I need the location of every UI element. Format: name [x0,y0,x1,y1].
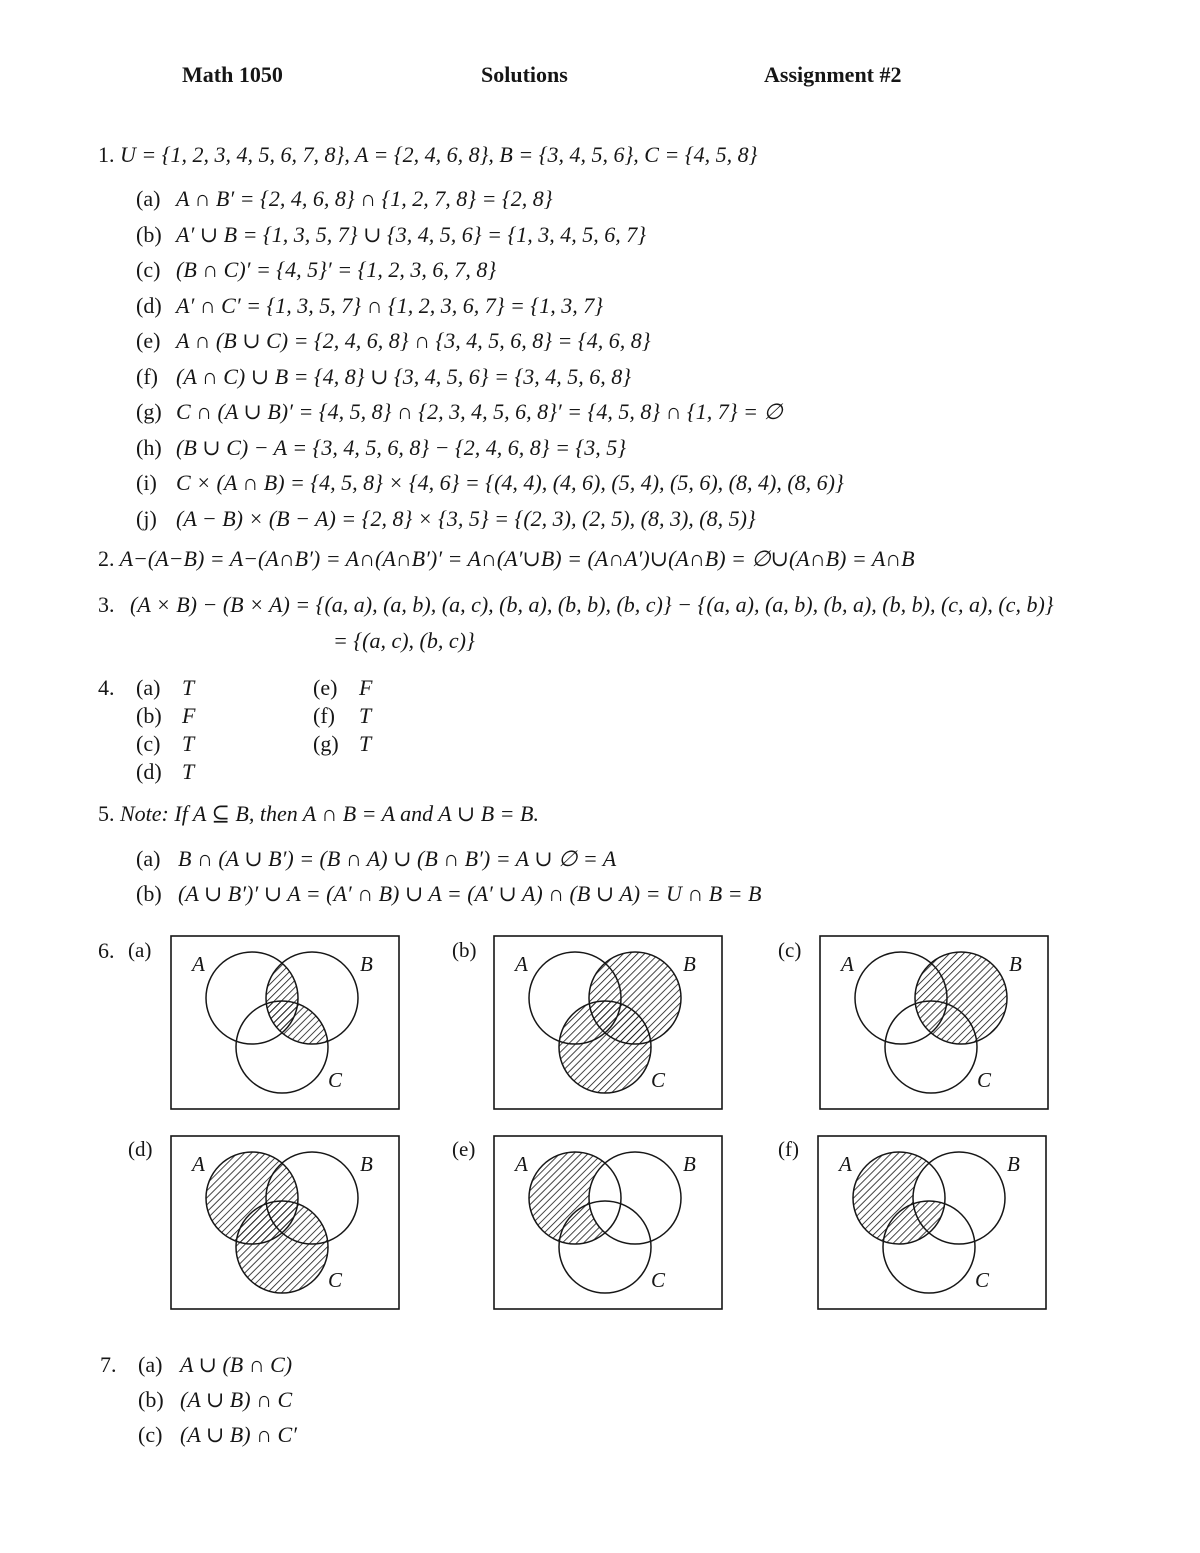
item-text: C ∩ (A ∪ B)′ = {4, 5, 8} ∩ {2, 3, 4, 5, 6, 8}′ = {4, 5, 8} ∩ {1, 7} = ∅ [176,399,783,424]
venn-diagram [170,935,400,1110]
problem-1-sets: U = {1, 2, 3, 4, 5, 6, 7, 8}, A = {2, 4, 6, 8}, B = {3, 4, 5, 6}, C = {4, 5, 8} [120,142,758,167]
set-label-b: B [360,1152,373,1176]
item-label: (d) [136,292,162,318]
problem-1-item [136,186,553,212]
answer-label: (b) [136,703,162,728]
course-title: Math 1050 [182,62,283,87]
problem-1-item [136,293,603,319]
problem-1-statement [98,142,757,168]
set-label-a: A [515,1152,528,1176]
answer-value: F [359,675,373,700]
assignment-number: Assignment #2 [764,62,902,87]
set-label-c: C [975,1268,990,1292]
item-text: (A ∪ B′)′ ∪ A = (A′ ∩ B) ∪ A = (A′ ∪ A) ∩ (B ∪ A) = U ∩ B = B [178,881,762,906]
answer-label: (d) [136,759,162,784]
venn-label [778,1137,799,1162]
problem-5-item [136,846,616,872]
item-label: (a) [136,186,161,211]
problem-5-note-text: Note: If A ⊆ B, then A ∩ B = A and A ∪ B = B. [120,801,539,826]
problem-1-item [136,328,651,354]
item-label: (c) [138,1422,163,1447]
answer-label: (f) [313,703,335,728]
problem-1-item [136,222,646,248]
venn-diagram [493,1135,723,1310]
problem-5-number: 5. [98,801,115,826]
venn-part-label: (e) [452,1137,476,1161]
venn-label [452,938,477,963]
answer-item [136,703,195,729]
set-label-a: A [192,952,205,976]
document-kind: Solutions [481,62,568,87]
venn-label [778,938,801,963]
set-label-c: C [651,1268,666,1292]
answer-item [136,731,194,757]
problem-1-item [136,470,844,496]
item-text: C × (A ∩ B) = {4, 5, 8} × {4, 6} = {(4, 4), (4, 6), (5, 4), (5, 6), (8, 4), (8, 6)} [176,470,844,495]
set-label-b: B [1009,952,1022,976]
set-label-b: B [683,1152,696,1176]
item-text: (B ∩ C)′ = {4, 5}′ = {1, 2, 3, 6, 7, 8} [176,257,497,282]
venn-part-label: (a) [128,938,152,962]
answer-label: (c) [136,731,161,756]
item-label: (j) [136,505,157,531]
problem-7-item [138,1387,292,1413]
item-label: (c) [136,257,161,282]
set-label-a: A [515,952,528,976]
answer-value: F [182,703,196,728]
venn-diagram [817,1135,1047,1310]
venn-diagram [819,935,1049,1110]
set-label-a: A [841,952,854,976]
item-label: (e) [136,328,161,353]
problem-5-note [98,801,539,827]
item-label: (h) [136,434,162,460]
problem-2-text: A−(A−B) = A−(A∩B′) = A∩(A∩B′)′ = A∩(A′∪B) = (A∩A′)∪(A∩B) = ∅∪(A∩B) = A∩B [119,546,915,571]
answer-item [313,703,371,729]
problem-3-number: 3. [98,592,115,617]
venn-part-label: (c) [778,938,802,962]
problem-7-item [138,1352,292,1378]
answer-item [313,675,372,701]
item-text: (A ∩ C) ∪ B = {4, 8} ∪ {3, 4, 5, 6} = {3, 4, 5, 6, 8} [176,363,632,389]
answer-value: T [182,759,195,784]
set-label-c: C [328,1268,343,1292]
problem-4-number: 4. [98,675,115,700]
set-label-b: B [1007,1152,1020,1176]
item-text: A′ ∪ B = {1, 3, 5, 7} ∪ {3, 4, 5, 6} = {1, 3, 4, 5, 6, 7} [176,221,647,247]
set-label-b: B [360,952,373,976]
venn-label [452,1137,475,1162]
venn-label [128,938,151,963]
problem-1-item [136,506,756,532]
set-label-b: B [683,952,696,976]
answer-item [313,731,371,757]
venn-part-label: (b) [452,938,477,962]
answer-item [136,759,194,785]
venn-label [128,1137,153,1162]
item-label: (f) [136,363,158,389]
item-text: (A ∪ B) ∩ C [180,1387,293,1412]
item-text: A ∩ (B ∪ C) = {2, 4, 6, 8} ∩ {3, 4, 5, 6, 8} = {4, 6, 8} [176,328,651,353]
problem-3-line-1 [98,592,1054,618]
item-text: (A ∪ B) ∩ C′ [180,1422,297,1447]
item-text: (A − B) × (B − A) = {2, 8} × {3, 5} = {(2, 3), (2, 5), (8, 3), (8, 5)} [176,505,756,531]
item-label: (a) [138,1352,163,1377]
venn-part-label: (d) [128,1137,153,1161]
problem-7-item [138,1422,297,1448]
answer-item [136,675,194,701]
item-label: (g) [136,399,162,424]
answer-value: T [182,731,195,756]
item-text: A ∩ B′ = {2, 4, 6, 8} ∩ {1, 2, 7, 8} = {2, 8} [176,186,553,211]
set-label-a: A [192,1152,205,1176]
item-text: B ∩ (A ∪ B′) = (B ∩ A) ∪ (B ∩ B′) = A ∪ ∅ = A [178,846,617,871]
venn-diagram [493,935,723,1110]
problem-2-number: 2. [98,546,115,571]
problem-5-item [136,881,761,907]
problem-1-item [136,435,626,461]
answer-label: (a) [136,675,161,700]
item-label: (i) [136,470,157,495]
problem-6-number: 6. [98,938,115,963]
item-label: (a) [136,846,161,871]
item-label: (b) [138,1387,164,1412]
venn-part-label: (f) [778,1137,799,1161]
venn-diagram [170,1135,400,1310]
answer-label: (g) [313,731,339,756]
problem-1-item [136,257,496,283]
problem-3-expression: (A × B) − (B × A) = {(a, a), (a, b), (a, c), (b, a), (b, b), (b, c)} − {(a, a), (a, b), (b, a), (b, b), (c, a), (c, b)} [130,592,1054,617]
item-text: (B ∪ C) − A = {3, 4, 5, 6, 8} − {2, 4, 6, 8} = {3, 5} [176,434,627,460]
item-text: A ∪ (B ∩ C) [180,1352,293,1377]
problem-7-number: 7. [100,1352,117,1377]
set-label-c: C [651,1068,666,1092]
set-label-c: C [977,1068,992,1092]
set-label-a: A [839,1152,852,1176]
item-label: (b) [136,221,162,247]
problem-3-line-2: = {(a, c), (b, c)} [333,628,475,653]
answer-value: T [359,731,372,756]
answer-value: T [182,675,195,700]
item-label: (b) [136,881,162,906]
answer-value: T [359,703,372,728]
problem-1-number: 1. [98,142,115,167]
problem-2 [98,546,915,572]
problem-1-item [136,399,783,425]
answer-label: (e) [313,675,338,700]
problem-1-item [136,364,631,390]
item-text: A′ ∩ C′ = {1, 3, 5, 7} ∩ {1, 2, 3, 6, 7} = {1, 3, 7} [176,292,603,318]
set-label-c: C [328,1068,343,1092]
